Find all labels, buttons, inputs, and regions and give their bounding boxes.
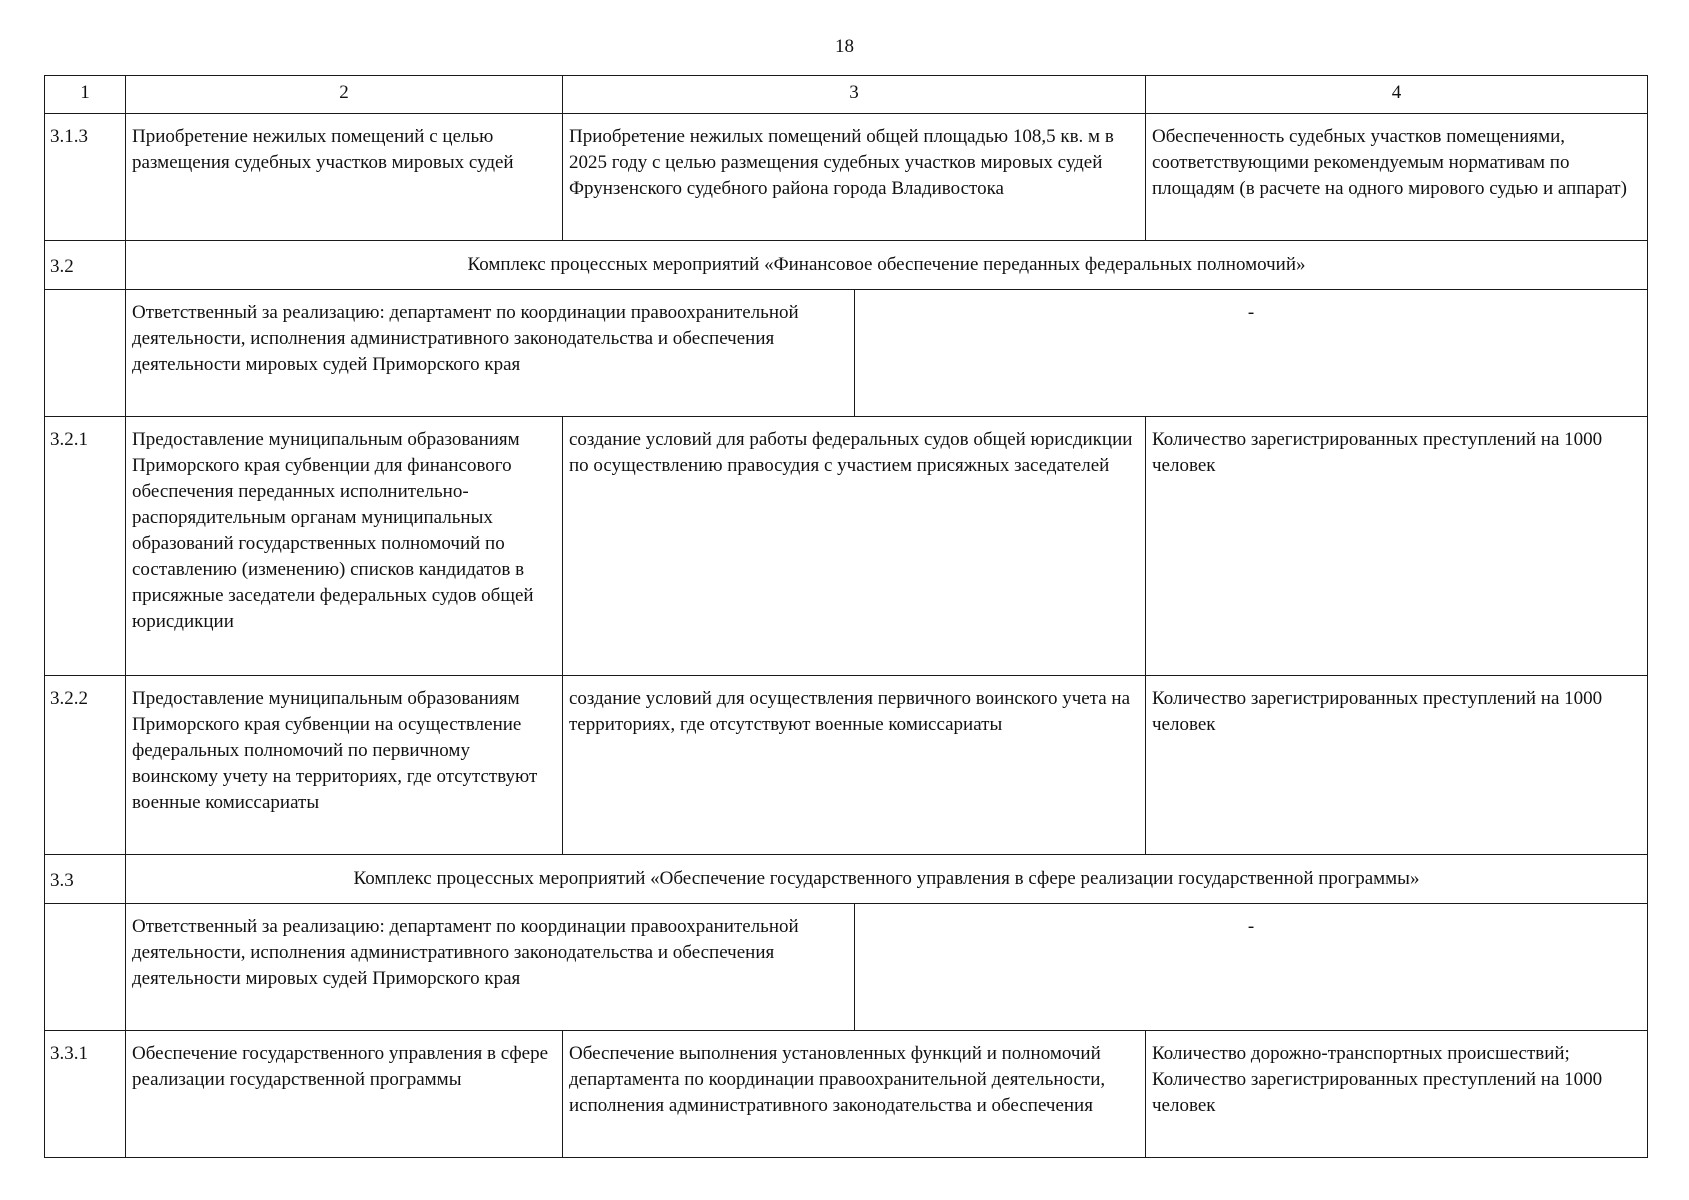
table-row <box>45 417 1648 676</box>
responsible-row <box>45 904 1648 1031</box>
measure-description: Приобретение нежилых помещений общей площадью 108,5 кв. м в 2025 году с целью размещения судебных участков мировых судей Фрунзенского судебного района города Владивостока <box>563 114 1146 241</box>
measures-table <box>44 75 1648 1158</box>
item-number: 3.2.2 <box>45 676 126 855</box>
measure-name: Предоставление муниципальным образованиям Приморского края субвенции для финансового обеспечения переданных исполнительно-распорядительным органам муниципальных образований государственных полномочий по составлению (изменению) списков кандидатов в присяжные заседатели федеральных судов общей юрисдикции <box>126 417 563 676</box>
item-number: 3.2.1 <box>45 417 126 676</box>
responsible-dash: - <box>855 290 1648 417</box>
measure-indicator: Количество зарегистрированных преступлений на 1000 человек <box>1146 417 1648 676</box>
section-number: 3.3 <box>45 855 126 904</box>
measure-indicator: Обеспеченность судебных участков помещениями, соответствующими рекомендуемым нормативам по площадям (в расчете на одного мирового судью и аппарат) <box>1146 114 1648 241</box>
measure-name: Приобретение нежилых помещений с целью размещения судебных участков мировых судей <box>126 114 563 241</box>
column-number-row <box>45 76 1648 114</box>
responsible-text: Ответственный за реализацию: департамент по координации правоохранительной деятельности, исполнения административного законодательства и обеспечения деятельности мировых судей Приморского края <box>126 904 855 1031</box>
responsible-row <box>45 290 1648 417</box>
responsible-text: Ответственный за реализацию: департамент по координации правоохранительной деятельности, исполнения административного законодательства и обеспечения деятельности мировых судей Приморского края <box>126 290 855 417</box>
empty-cell <box>45 904 126 1031</box>
measure-name: Предоставление муниципальным образованиям Приморского края субвенции на осуществление федеральных полномочий по первичному воинскому учету на территориях, где отсутствуют военные комиссариаты <box>126 676 563 855</box>
measure-description: Обеспечение выполнения установленных функций и полномочий департамента по координации правоохранительной деятельности, исполнения административного законодательства и обеспечения <box>563 1031 1146 1158</box>
item-number: 3.1.3 <box>45 114 126 241</box>
section-row <box>45 855 1648 904</box>
empty-cell <box>45 290 126 417</box>
column-number-3: 3 <box>563 76 1146 114</box>
page-number: 18 <box>835 36 854 57</box>
column-number-1: 1 <box>45 76 126 114</box>
measure-name: Обеспечение государственного управления в сфере реализации государственной программы <box>126 1031 563 1158</box>
item-number: 3.3.1 <box>45 1031 126 1158</box>
measure-description: создание условий для работы федеральных судов общей юрисдикции по осуществлению правосудия с участием присяжных заседателей <box>563 417 1146 676</box>
table-row <box>45 114 1648 241</box>
section-number: 3.2 <box>45 241 126 290</box>
measure-indicator: Количество дорожно-транспортных происшествий; Количество зарегистрированных преступлений на 1000 человек <box>1146 1031 1648 1158</box>
responsible-dash: - <box>855 904 1648 1031</box>
section-title: Комплекс процессных мероприятий «Финансовое обеспечение переданных федеральных полномочий» <box>126 241 1648 290</box>
section-row <box>45 241 1648 290</box>
measure-description: создание условий для осуществления первичного воинского учета на территориях, где отсутствуют военные комиссариаты <box>563 676 1146 855</box>
section-title: Комплекс процессных мероприятий «Обеспечение государственного управления в сфере реализации государственной программы» <box>126 855 1648 904</box>
table-row <box>45 1031 1648 1158</box>
column-number-2: 2 <box>126 76 563 114</box>
measure-indicator: Количество зарегистрированных преступлений на 1000 человек <box>1146 676 1648 855</box>
table-row <box>45 676 1648 855</box>
column-number-4: 4 <box>1146 76 1648 114</box>
